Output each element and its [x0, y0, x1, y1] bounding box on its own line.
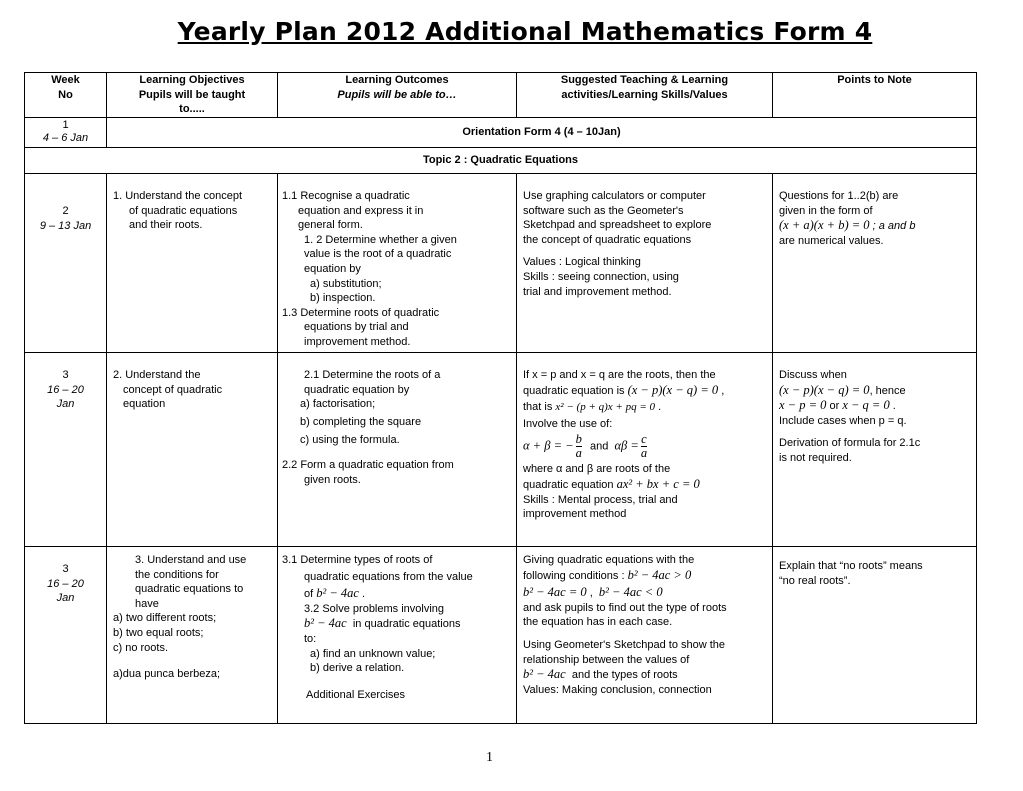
header-week: Week No — [25, 73, 107, 118]
activities-cell: Use graphing calculators or computer software such as the Geometer's Sketchpad and spreadsheet to explore the concept of quadratic equations Values : Logical thinking Skills : seeing connection, using trial and improvement method. — [517, 174, 773, 353]
week-cell: 3 16 – 20 Jan — [25, 547, 107, 724]
points-cell: Discuss when (x − p)(x − q) = 0, hence x − p = 0 or x − q = 0 . Include cases when p = q. Derivation of formula for 2.1c is not required. — [773, 353, 977, 547]
header-points: Points to Note — [773, 73, 977, 118]
table-row — [25, 174, 977, 353]
objectives-cell: 1. Understand the concept of quadratic equations and their roots. — [107, 174, 278, 353]
activities-cell: Giving quadratic equations with the following conditions : b² − 4ac > 0 b² − 4ac = 0 , b² − 4ac < 0 and ask pupils to find out the type of roots the equation has in each case. Using Geometer's Sketchpad to show the relationship between the values of b² − 4ac and the types of roots Values: Making conclusion, connection — [517, 547, 773, 724]
week-cell: 3 16 – 20 Jan — [25, 353, 107, 547]
points-cell: Explain that “no roots” means “no real roots”. — [773, 547, 977, 724]
activities-cell: If x = p and x = q are the roots, then the quadratic equation is (x − p)(x − q) = 0 , that is x² − (p + q)x + pq = 0 . Involve the use of: α + β = − $\frac{b}{a}$ and αβ = $\frac{c}{a}$ where α and β are roots of the quadratic equation ax² + bx + c = 0 Skills : Mental process, trial and improvement method — [517, 353, 773, 547]
table-row — [25, 353, 977, 547]
header-objectives: Learning Objectives Pupils will be taught to..... — [107, 73, 278, 118]
outcomes-cell: 1.1 Recognise a quadratic equation and express it in general form. 1. 2 Determine whether a given value is the root of a quadratic equation by a) substitution; b) inspection. 1.3 Determine roots of quadratic equations by trial and improvement method. — [278, 174, 517, 353]
outcomes-cell: 2.1 Determine the roots of a quadratic equation by a) factorisation; b) completing the square c) using the formula. 2.2 Form a quadratic equation from given roots. — [278, 353, 517, 547]
header-row — [25, 73, 977, 118]
topic-heading: Topic 2 : Quadratic Equations — [25, 148, 977, 174]
points-cell: Questions for 1..2(b) are given in the form of (x + a)(x + b) = 0 ; a and b are numerical values. — [773, 174, 977, 353]
objectives-cell: 3. Understand and use the conditions for quadratic equations to have a) two different roots; b) two equal roots; c) no roots. a)dua punca berbeza; — [107, 547, 278, 724]
header-activities: Suggested Teaching & Learning activities/Learning Skills/Values — [517, 73, 773, 118]
week-cell: 2 9 – 13 Jan — [25, 174, 107, 353]
orientation-week: 1 4 – 6 Jan — [25, 118, 107, 148]
orientation-row — [25, 118, 977, 148]
page-number: 1 — [486, 750, 493, 765]
table-row — [25, 547, 977, 724]
objectives-cell: 2. Understand the concept of quadratic equation — [107, 353, 278, 547]
orientation-text: Orientation Form 4 (4 – 10Jan) — [107, 118, 977, 148]
page-title: Yearly Plan 2012 Additional Mathematics Form 4 — [177, 17, 873, 46]
header-outcomes: Learning Outcomes Pupils will be able to… — [278, 73, 517, 118]
yearly-plan-table — [24, 72, 977, 724]
outcomes-cell: 3.1 Determine types of roots of quadratic equations from the value of b² − 4ac . 3.2 Solve problems involving b² − 4ac in quadratic equations to: a) find an unknown value; b) derive a relation. Additional Exercises — [278, 547, 517, 724]
topic-row — [25, 148, 977, 174]
